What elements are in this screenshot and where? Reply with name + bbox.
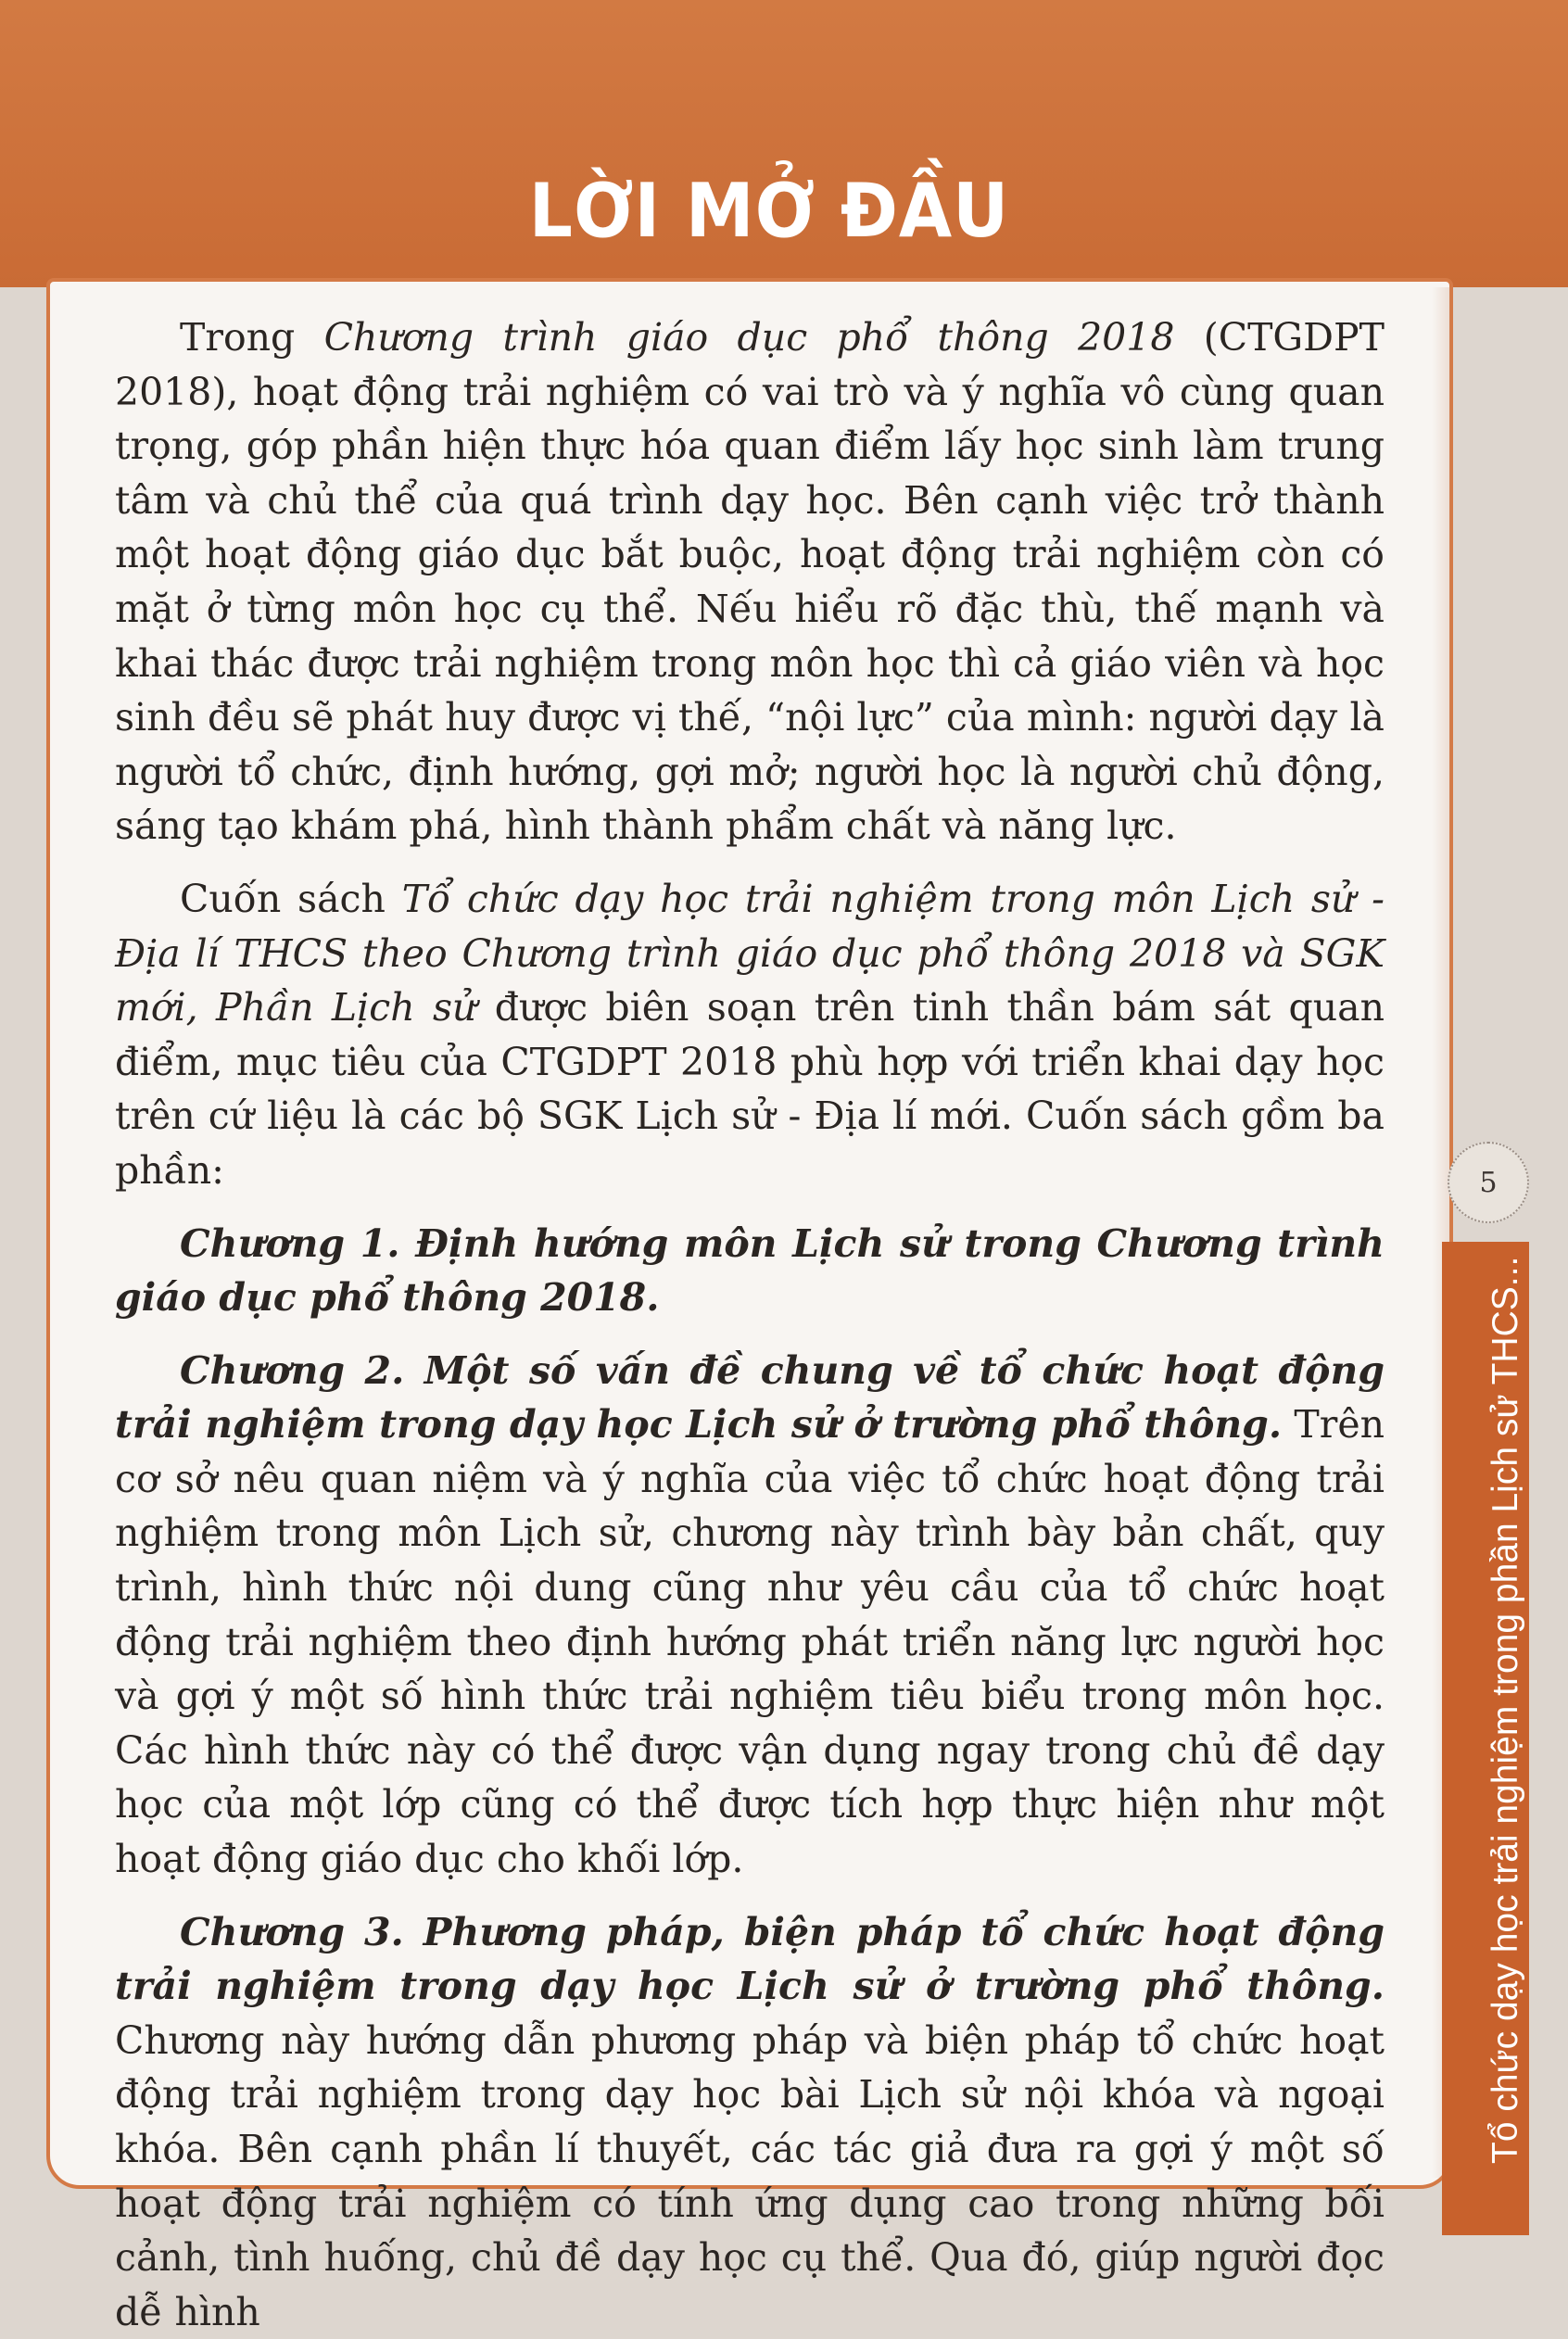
- body-text: [115, 310, 1385, 2339]
- paragraph-chapter-2: Chương 2. Một số vấn đề chung về tổ chức hoạt động trải nghiệm trong dạy học Lịch sử ở trường phổ thông. Trên cơ sở nêu quan niệm và ý nghĩa của việc tổ chức hoạt động trải nghiệm trong môn Lịch sử, chương này trình bày bản chất, quy trình, hình thức nội dung cũng như yêu cầu của tổ chức hoạt động trải nghiệm theo định hướng phát triển năng lực người học và gợi ý một số hình thức trải nghiệm tiêu biểu trong môn học. Các hình thức này có thể được vận dụng ngay trong chủ đề dạy học của một lớp cũng có thể được tích hợp thực hiện như một hoạt động giáo dục cho khối lớp.: [115, 1347, 1385, 1882]
- page-title: LỜI MỞ ĐẦU: [528, 168, 1010, 255]
- page-number: 5: [1448, 1142, 1529, 1223]
- paragraph-chapter-3: Chương 3. Phương pháp, biện pháp tổ chức hoạt động trải nghiệm trong dạy học Lịch sử ở trường phổ thông. Chương này hướng dẫn phương pháp và biện pháp tổ chức hoạt động trải nghiệm trong dạy học bài Lịch sử nội khóa và ngoại khóa. Bên cạnh phần lí thuyết, các tác giả đưa ra gợi ý một số hoạt động trải nghiệm có tính ứng dụng cao trong những bối cảnh, tình huống, chủ đề dạy học cụ thể. Qua đó, giúp người đọc dễ hình: [115, 1909, 1385, 2334]
- book-title: Tổ chức dạy học trải nghiệm trong môn Lịch sử - Địa lí THCS theo Chương trình giáo dục phổ thông 2018 và SGK mới, Phần Lịch sử: [115, 876, 1385, 1030]
- sidebar-running-title: Tổ chức dạy học trải nghiệm trong phần Lịch sử THCS...: [1486, 1256, 1525, 2164]
- paragraph-intro: Trong Chương trình giáo dục phổ thông 2018 (CTGDPT 2018), hoạt động trải nghiệm có vai trò và ý nghĩa vô cùng quan trọng, góp phần hiện thực hóa quan điểm lấy học sinh làm trung tâm và chủ thể của quá trình dạy học. Bên cạnh việc trở thành một hoạt động giáo dục bắt buộc, hoạt động trải nghiệm còn có mặt ở từng môn học cụ thể. Nếu hiểu rõ đặc thù, thế mạnh và khai thác được trải nghiệm trong môn học thì cả giáo viên và học sinh đều sẽ phát huy được vị thế, “nội lực” của mình: người dạy là người tổ chức, định hướng, gợi mở; người học là người chủ động, sáng tạo khám phá, hình thành phẩm chất và năng lực.: [115, 315, 1385, 849]
- chapter-1-heading: Chương 1. Định hướng môn Lịch sử trong Chương trình giáo dục phổ thông 2018.: [115, 1220, 1385, 1321]
- chapter-2-heading: Chương 2. Một số vấn đề chung về tổ chức hoạt động trải nghiệm trong dạy học Lịch sử ở trường phổ thông.: [115, 1347, 1385, 1448]
- paragraph-book: Cuốn sách Tổ chức dạy học trải nghiệm trong môn Lịch sử - Địa lí THCS theo Chương trình giáo dục phổ thông 2018 và SGK mới, Phần Lịch sử được biên soạn trên tinh thần bám sát quan điểm, mục tiêu của CTGDPT 2018 phù hợp với triển khai dạy học trên cứ liệu là các bộ SGK Lịch sử - Địa lí mới. Cuốn sách gồm ba phần:: [115, 876, 1385, 1193]
- paragraph-chapter-1: [115, 1217, 1385, 1325]
- program-title: Chương trình giáo dục phổ thông 2018: [323, 315, 1175, 360]
- chapter-3-heading: Chương 3. Phương pháp, biện pháp tổ chức hoạt động trải nghiệm trong dạy học Lịch sử ở trường phổ thông.: [115, 1909, 1385, 2009]
